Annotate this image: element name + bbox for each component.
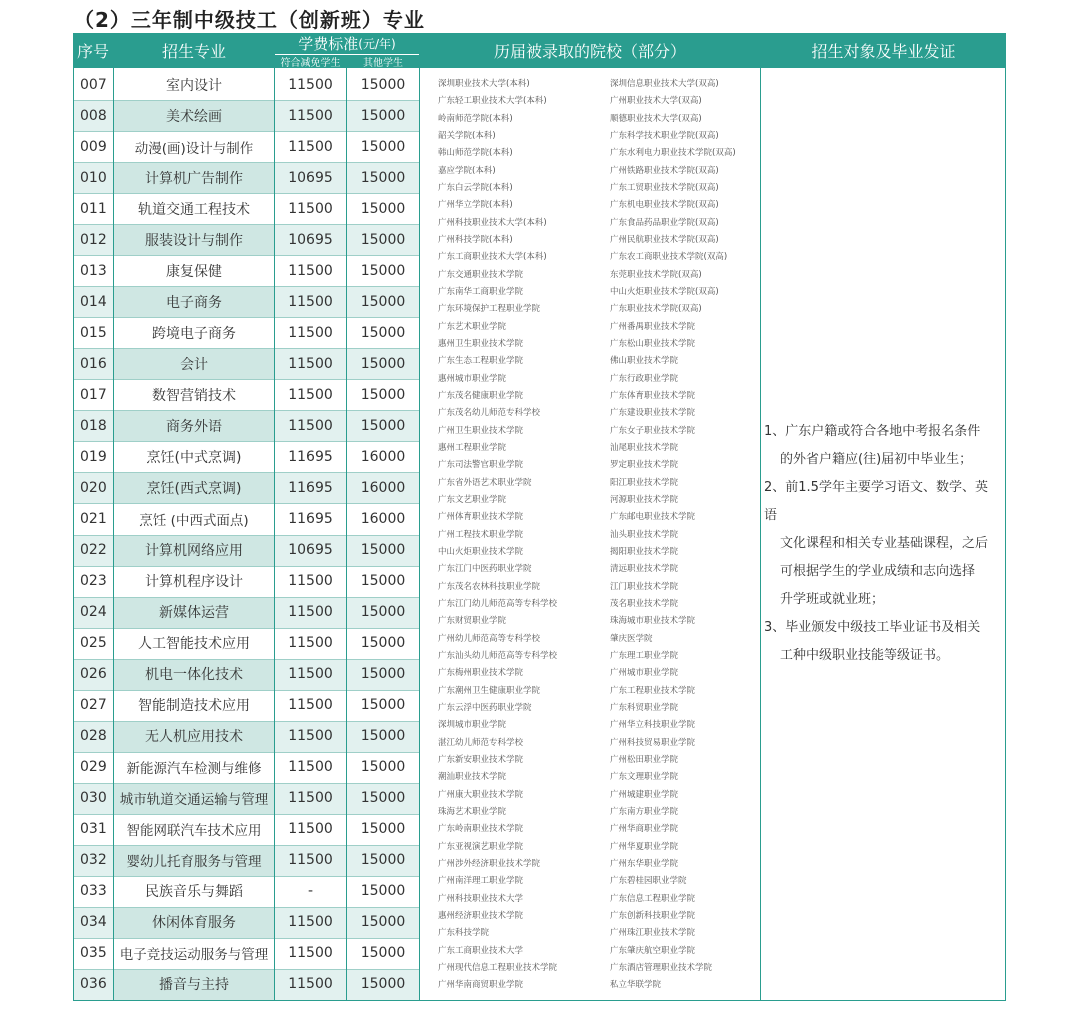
table-cell-no: 030 xyxy=(74,783,113,814)
header-fee-reduced: 符合减免学生 xyxy=(275,55,346,68)
school-name: 广东交通职业技术学院 xyxy=(438,269,524,280)
row-divider xyxy=(74,566,419,567)
table-cell-no: 014 xyxy=(74,286,113,317)
table-cell-fee1: 10695 xyxy=(275,535,346,566)
table-cell-major: 动漫(画)设计与制作 xyxy=(114,131,274,162)
table-cell-fee2: 15000 xyxy=(347,100,419,131)
table-cell-no: 032 xyxy=(74,845,113,876)
school-name: 河源职业技术学院 xyxy=(610,494,679,505)
table-cell-major: 智能制造技术应用 xyxy=(114,690,274,721)
table-cell-major: 新能源汽车检测与维修 xyxy=(114,752,274,783)
row-divider xyxy=(74,628,419,629)
school-name: 广州南洋理工职业学院 xyxy=(438,876,524,887)
school-name: 广东财贸职业学院 xyxy=(438,616,507,627)
table-cell-fee2: 15000 xyxy=(347,535,419,566)
table-cell-major: 城市轨道交通运输与管理 xyxy=(114,783,274,814)
school-name: 广州东华职业学院 xyxy=(610,858,679,869)
column-divider xyxy=(760,33,761,1000)
table-cell-no: 012 xyxy=(74,224,113,255)
school-name: 广州城市职业学院 xyxy=(610,668,679,679)
row-divider xyxy=(74,441,419,442)
table-cell-major: 轨道交通工程技术 xyxy=(114,193,274,224)
school-name: 岭南师范学院(本科) xyxy=(438,113,513,124)
row-divider xyxy=(74,690,419,691)
table-cell-fee2: 15000 xyxy=(347,348,419,379)
table-cell-no: 036 xyxy=(74,969,113,1000)
table-cell-fee2: 15000 xyxy=(347,286,419,317)
row-divider xyxy=(74,472,419,473)
school-name: 广东女子职业技术学院 xyxy=(610,425,696,436)
row-divider xyxy=(74,162,419,163)
school-name: 广东信息工程职业学院 xyxy=(610,893,696,904)
row-divider xyxy=(74,317,419,318)
school-name: 广东科学技术职业学院(双高) xyxy=(610,130,719,141)
school-name: 广州科技职业技术大学(本科) xyxy=(438,217,547,228)
table-cell-major: 休闲体育服务 xyxy=(114,907,274,938)
table-cell-fee2: 15000 xyxy=(347,845,419,876)
row-divider xyxy=(74,286,419,287)
table-cell-fee1: 10695 xyxy=(275,162,346,193)
row-divider xyxy=(74,783,419,784)
table-cell-no: 010 xyxy=(74,162,113,193)
table-cell-no: 028 xyxy=(74,721,113,752)
table-cell-fee2: 15000 xyxy=(347,907,419,938)
table-cell-fee1: 11500 xyxy=(275,628,346,659)
table-cell-major: 机电一体化技术 xyxy=(114,659,274,690)
table-cell-fee1: 11500 xyxy=(275,938,346,969)
school-name: 广东肇庆航空职业学院 xyxy=(610,945,696,956)
school-name: 阳江职业技术学院 xyxy=(610,477,679,488)
school-name: 广州科技学院(本科) xyxy=(438,234,513,245)
header-no: 序号 xyxy=(73,33,113,68)
column-divider xyxy=(274,33,275,1000)
table-cell-no: 009 xyxy=(74,131,113,162)
table-cell-fee2: 15000 xyxy=(347,193,419,224)
school-name: 广州华商职业学院 xyxy=(610,824,679,835)
table-cell-major: 计算机程序设计 xyxy=(114,566,274,597)
school-name: 广东文艺职业学院 xyxy=(438,494,507,505)
school-name: 广东环境保护工程职业学院 xyxy=(438,304,541,315)
school-name: 珠海城市职业技术学院 xyxy=(610,616,696,627)
row-divider xyxy=(74,721,419,722)
table-cell-no: 015 xyxy=(74,317,113,348)
header-fee-label: 学费标准 xyxy=(298,35,359,53)
table-cell-no: 008 xyxy=(74,100,113,131)
school-name: 惠州经济职业技术学院 xyxy=(438,910,524,921)
table-cell-fee2: 15000 xyxy=(347,131,419,162)
row-divider xyxy=(74,659,419,660)
school-name: 广东工贸职业技术学院(双高) xyxy=(610,182,719,193)
school-name: 广东工商职业技术大学(本科) xyxy=(438,252,547,263)
table-cell-major: 播音与主持 xyxy=(114,969,274,1000)
school-name: 广东艺术职业学院 xyxy=(438,321,507,332)
school-name: 广东科贸职业学院 xyxy=(610,702,679,713)
school-name: 广东白云学院(本科) xyxy=(438,182,513,193)
school-name: 中山火炬职业技术学院 xyxy=(438,546,524,557)
school-name: 揭阳职业技术学院 xyxy=(610,546,679,557)
header-major: 招生专业 xyxy=(114,33,274,68)
school-name: 潮汕职业技术学院 xyxy=(438,772,507,783)
school-name: 私立华联学院 xyxy=(610,980,662,991)
table-cell-fee2: 15000 xyxy=(347,814,419,845)
school-name: 广州科技贸易职业学院 xyxy=(610,737,696,748)
school-name: 顺德职业技术大学(双高) xyxy=(610,113,702,124)
school-name: 佛山职业技术学院 xyxy=(610,356,679,367)
school-name: 广东茂名幼儿师范专科学校 xyxy=(438,408,541,419)
table-cell-fee1: 11695 xyxy=(275,472,346,503)
table-cell-major: 婴幼儿托育服务与管理 xyxy=(114,845,274,876)
table-cell-major: 烹饪(西式烹调) xyxy=(114,472,274,503)
school-name: 广东建设职业技术学院 xyxy=(610,408,696,419)
school-name: 广东食品药品职业学院(双高) xyxy=(610,217,719,228)
table-cell-major: 会计 xyxy=(114,348,274,379)
table-cell-fee2: 15000 xyxy=(347,379,419,410)
school-name: 广州幼儿师范高等专科学校 xyxy=(438,633,541,644)
table-cell-fee2: 15000 xyxy=(347,597,419,628)
table-cell-fee2: 15000 xyxy=(347,659,419,690)
table-cell-fee1: - xyxy=(275,876,346,907)
header-fee-unit: (元/年) xyxy=(358,37,396,51)
row-divider xyxy=(74,876,419,877)
school-name: 韶关学院(本科) xyxy=(438,130,496,141)
school-name: 广东碧桂园职业学院 xyxy=(610,876,687,887)
school-name: 广州华立科技职业学院 xyxy=(610,720,696,731)
table-cell-fee1: 11500 xyxy=(275,690,346,721)
row-divider xyxy=(74,597,419,598)
table-cell-major: 康复保健 xyxy=(114,255,274,286)
row-divider xyxy=(74,410,419,411)
table-cell-fee1: 11500 xyxy=(275,752,346,783)
table-cell-no: 020 xyxy=(74,472,113,503)
table-cell-fee2: 15000 xyxy=(347,938,419,969)
school-name: 广州华夏职业学院 xyxy=(610,841,679,852)
row-divider xyxy=(74,348,419,349)
row-divider xyxy=(74,969,419,970)
page-title: （2）三年制中级技工（创新班）专业 xyxy=(74,8,425,32)
school-name: 嘉应学院(本科) xyxy=(438,165,496,176)
table-cell-fee2: 15000 xyxy=(347,410,419,441)
school-name: 广东机电职业技术学院(双高) xyxy=(610,200,719,211)
table-cell-no: 034 xyxy=(74,907,113,938)
table-cell-major: 智能网联汽车技术应用 xyxy=(114,814,274,845)
school-name: 广东职业技术学院(双高) xyxy=(610,304,702,315)
header-fee-other: 其他学生 xyxy=(347,55,419,68)
school-name: 广州工程技术职业学院 xyxy=(438,529,524,540)
table-cell-fee1: 11500 xyxy=(275,100,346,131)
table-cell-no: 022 xyxy=(74,535,113,566)
note-line: 文化课程和相关专业基础课程，之后 xyxy=(780,536,989,551)
school-name: 广东新安职业技术学院 xyxy=(438,754,524,765)
table-cell-major: 民族音乐与舞蹈 xyxy=(114,876,274,907)
school-name: 广东工商职业技术大学 xyxy=(438,945,524,956)
row-divider xyxy=(74,100,419,101)
school-name: 珠海艺术职业学院 xyxy=(438,806,507,817)
row-divider xyxy=(74,938,419,939)
table-cell-no: 027 xyxy=(74,690,113,721)
school-name: 广州华南商贸职业学院 xyxy=(438,980,524,991)
table-cell-no: 007 xyxy=(74,69,113,100)
table-cell-no: 025 xyxy=(74,628,113,659)
table-cell-fee1: 11500 xyxy=(275,814,346,845)
school-name: 深圳职业技术大学(本科) xyxy=(438,79,530,89)
table-cell-fee1: 11500 xyxy=(275,907,346,938)
table-cell-no: 016 xyxy=(74,348,113,379)
table-cell-fee2: 15000 xyxy=(347,969,419,1000)
table-cell-major: 商务外语 xyxy=(114,410,274,441)
school-name: 广东江门幼儿师范高等专科学校 xyxy=(438,598,558,609)
table-cell-fee2: 15000 xyxy=(347,628,419,659)
note-line: 可根据学生的学业成绩和志向选择 xyxy=(780,564,976,579)
table-cell-fee1: 10695 xyxy=(275,224,346,255)
school-name: 汕头职业技术学院 xyxy=(610,529,679,540)
table-cell-fee1: 11500 xyxy=(275,597,346,628)
school-name: 汕尾职业技术学院 xyxy=(610,442,679,453)
table-cell-fee2: 15000 xyxy=(347,69,419,100)
table-cell-fee2: 15000 xyxy=(347,162,419,193)
table-cell-major: 跨境电子商务 xyxy=(114,317,274,348)
table-cell-fee1: 11500 xyxy=(275,721,346,752)
school-name: 茂名职业技术学院 xyxy=(610,598,679,609)
table-cell-fee1: 11500 xyxy=(275,783,346,814)
table-cell-fee1: 11500 xyxy=(275,286,346,317)
school-name: 广州科技职业技术大学 xyxy=(438,893,524,904)
table-cell-fee2: 15000 xyxy=(347,255,419,286)
school-name: 广州康大职业技术学院 xyxy=(438,789,524,800)
table-cell-no: 033 xyxy=(74,876,113,907)
header-target: 招生对象及毕业发证 xyxy=(761,33,1006,68)
table-cell-fee2: 16000 xyxy=(347,503,419,534)
table-cell-major: 烹饪(中式烹调) xyxy=(114,441,274,472)
note-line: 升学班或就业班； xyxy=(780,592,885,607)
table-cell-fee1: 11500 xyxy=(275,379,346,410)
table-cell-fee2: 15000 xyxy=(347,752,419,783)
table-cell-fee1: 11500 xyxy=(275,566,346,597)
table-cell-no: 035 xyxy=(74,938,113,969)
table-cell-fee1: 11500 xyxy=(275,255,346,286)
table-cell-no: 018 xyxy=(74,410,113,441)
school-name: 广州卫生职业技术学院 xyxy=(438,425,524,436)
school-name: 广州珠江职业技术学院 xyxy=(610,928,696,939)
note-line: 工种中级职业技能等级证书。 xyxy=(780,648,950,663)
table-cell-fee1: 11695 xyxy=(275,441,346,472)
school-name: 广东岭南职业技术学院 xyxy=(438,824,524,835)
row-divider xyxy=(74,535,419,536)
school-name: 广东亚视演艺职业学院 xyxy=(438,841,524,852)
table-cell-major: 无人机应用技术 xyxy=(114,721,274,752)
school-name: 广州民航职业技术学院(双高) xyxy=(610,234,719,245)
school-name: 广州华立学院(本科) xyxy=(438,200,513,211)
note-line: 1、广东户籍或符合各地中考报名条件 xyxy=(764,424,981,439)
table-cell-fee1: 11500 xyxy=(275,193,346,224)
school-name: 广东邮电职业技术学院 xyxy=(610,512,696,523)
table-cell-major: 数智营销技术 xyxy=(114,379,274,410)
row-divider xyxy=(74,845,419,846)
row-divider xyxy=(74,814,419,815)
school-name: 惠州城市职业学院 xyxy=(438,373,507,384)
table-cell-no: 031 xyxy=(74,814,113,845)
table-cell-fee2: 16000 xyxy=(347,441,419,472)
column-divider xyxy=(346,55,347,1000)
table-cell-no: 017 xyxy=(74,379,113,410)
school-name: 广东省外语艺术职业学院 xyxy=(438,477,532,488)
table-cell-fee1: 11500 xyxy=(275,348,346,379)
table-cell-fee2: 16000 xyxy=(347,472,419,503)
table-cell-major: 烹饪 (中西式面点) xyxy=(114,503,274,534)
table-cell-no: 029 xyxy=(74,752,113,783)
row-divider xyxy=(74,224,419,225)
column-divider xyxy=(419,33,420,1000)
table-cell-major: 服装设计与制作 xyxy=(114,224,274,255)
table-cell-no: 023 xyxy=(74,566,113,597)
row-divider xyxy=(74,379,419,380)
school-name: 东莞职业技术学院(双高) xyxy=(610,269,702,280)
table-cell-major: 电子竞技运动服务与管理 xyxy=(114,938,274,969)
table-cell-fee2: 15000 xyxy=(347,876,419,907)
school-name: 湛江幼儿师范专科学校 xyxy=(438,737,524,748)
school-name: 广东茂名农林科技职业学院 xyxy=(438,581,541,592)
table-cell-major: 新媒体运营 xyxy=(114,597,274,628)
school-name: 肇庆医学院 xyxy=(610,633,653,644)
school-name: 深圳城市职业学院 xyxy=(438,720,507,731)
school-name: 广州现代信息工程职业技术学院 xyxy=(438,962,558,973)
school-name: 广东江门中医药职业学院 xyxy=(438,564,532,575)
school-name: 广东科技学院 xyxy=(438,928,490,939)
school-name: 广州体育职业技术学院 xyxy=(438,512,524,523)
row-divider xyxy=(74,131,419,132)
header-schools: 历届被录取的院校（部分） xyxy=(420,33,760,68)
table-cell-fee2: 15000 xyxy=(347,783,419,814)
column-divider xyxy=(113,33,114,1000)
school-name: 广州涉外经济职业技术学院 xyxy=(438,858,541,869)
row-divider xyxy=(74,193,419,194)
note-line: 的外省户籍应(往)届初中毕业生； xyxy=(780,452,973,467)
table-cell-fee2: 15000 xyxy=(347,721,419,752)
table-cell-fee1: 11500 xyxy=(275,969,346,1000)
school-name: 广东酒店管理职业技术学院 xyxy=(610,962,713,973)
school-name: 广东松山职业技术学院 xyxy=(610,338,696,349)
table-cell-fee2: 15000 xyxy=(347,566,419,597)
table-cell-major: 室内设计 xyxy=(114,69,274,100)
table-cell-no: 019 xyxy=(74,441,113,472)
note-line: 2、前1.5学年主要学习语文、数学、英语 xyxy=(764,480,988,523)
school-name: 惠州卫生职业技术学院 xyxy=(438,338,524,349)
table-cell-major: 美术绘画 xyxy=(114,100,274,131)
school-name: 广东理工职业学院 xyxy=(610,650,679,661)
school-name: 罗定职业技术学院 xyxy=(610,460,679,471)
school-name: 广东云浮中医药职业学院 xyxy=(438,702,532,713)
school-name: 深圳信息职业技术大学(双高) xyxy=(610,79,719,89)
table-cell-fee1: 11695 xyxy=(275,503,346,534)
row-divider xyxy=(74,752,419,753)
school-name: 广东水利电力职业技术学院(双高) xyxy=(610,148,736,159)
school-name: 广东生态工程职业学院 xyxy=(438,356,524,367)
school-name: 广州番禺职业技术学院 xyxy=(610,321,696,332)
school-name: 广东行政职业学院 xyxy=(610,373,679,384)
school-name: 广东创新科技职业学院 xyxy=(610,910,696,921)
table-cell-major: 人工智能技术应用 xyxy=(114,628,274,659)
school-name: 广东农工商职业技术学院(双高) xyxy=(610,252,728,263)
school-name: 广东南华工商职业学院 xyxy=(438,286,524,297)
school-name: 广东体育职业技术学院 xyxy=(610,390,696,401)
table-cell-no: 021 xyxy=(74,503,113,534)
note-line: 3、毕业颁发中级技工毕业证书及相关 xyxy=(764,620,981,635)
table-cell-fee1: 11500 xyxy=(275,131,346,162)
table-cell-fee2: 15000 xyxy=(347,224,419,255)
school-name: 广东工程职业技术学院 xyxy=(610,685,696,696)
school-name: 广东茂名健康职业学院 xyxy=(438,390,524,401)
school-name: 韩山师范学院(本科) xyxy=(438,148,513,159)
table-cell-fee1: 11500 xyxy=(275,69,346,100)
table-cell-fee1: 11500 xyxy=(275,659,346,690)
school-name: 清远职业技术学院 xyxy=(610,564,679,575)
school-name: 惠州工程职业学院 xyxy=(438,442,507,453)
table-cell-fee1: 11500 xyxy=(275,845,346,876)
school-name: 广东潮州卫生健康职业学院 xyxy=(438,685,541,696)
table-cell-major: 电子商务 xyxy=(114,286,274,317)
table-cell-no: 026 xyxy=(74,659,113,690)
school-name: 广东文理职业学院 xyxy=(610,772,679,783)
school-name: 中山火炬职业技术学院(双高) xyxy=(610,286,719,297)
school-name: 江门职业技术学院 xyxy=(610,581,679,592)
row-divider xyxy=(74,503,419,504)
table-cell-major: 计算机广告制作 xyxy=(114,162,274,193)
table-cell-major: 计算机网络应用 xyxy=(114,535,274,566)
row-divider xyxy=(74,907,419,908)
school-name: 广东轻工职业技术大学(本科) xyxy=(438,96,547,107)
school-name: 广东汕头幼儿师范高等专科学校 xyxy=(438,650,558,661)
school-name: 广州城建职业学院 xyxy=(610,789,679,800)
school-name: 广州铁路职业技术学院(双高) xyxy=(610,165,719,176)
table-cell-fee1: 11500 xyxy=(275,317,346,348)
table-cell-no: 011 xyxy=(74,193,113,224)
school-name: 广东梅州职业技术学院 xyxy=(438,668,524,679)
school-name: 广东南方职业学院 xyxy=(610,806,679,817)
school-name: 广东司法警官职业学院 xyxy=(438,460,524,471)
table-cell-no: 013 xyxy=(74,255,113,286)
row-divider xyxy=(74,255,419,256)
school-name: 广州松田职业学院 xyxy=(610,754,679,765)
table-cell-fee2: 15000 xyxy=(347,690,419,721)
school-name: 广州职业技术大学(双高) xyxy=(610,96,702,107)
table-cell-fee1: 11500 xyxy=(275,410,346,441)
table-cell-fee2: 15000 xyxy=(347,317,419,348)
table-cell-no: 024 xyxy=(74,597,113,628)
